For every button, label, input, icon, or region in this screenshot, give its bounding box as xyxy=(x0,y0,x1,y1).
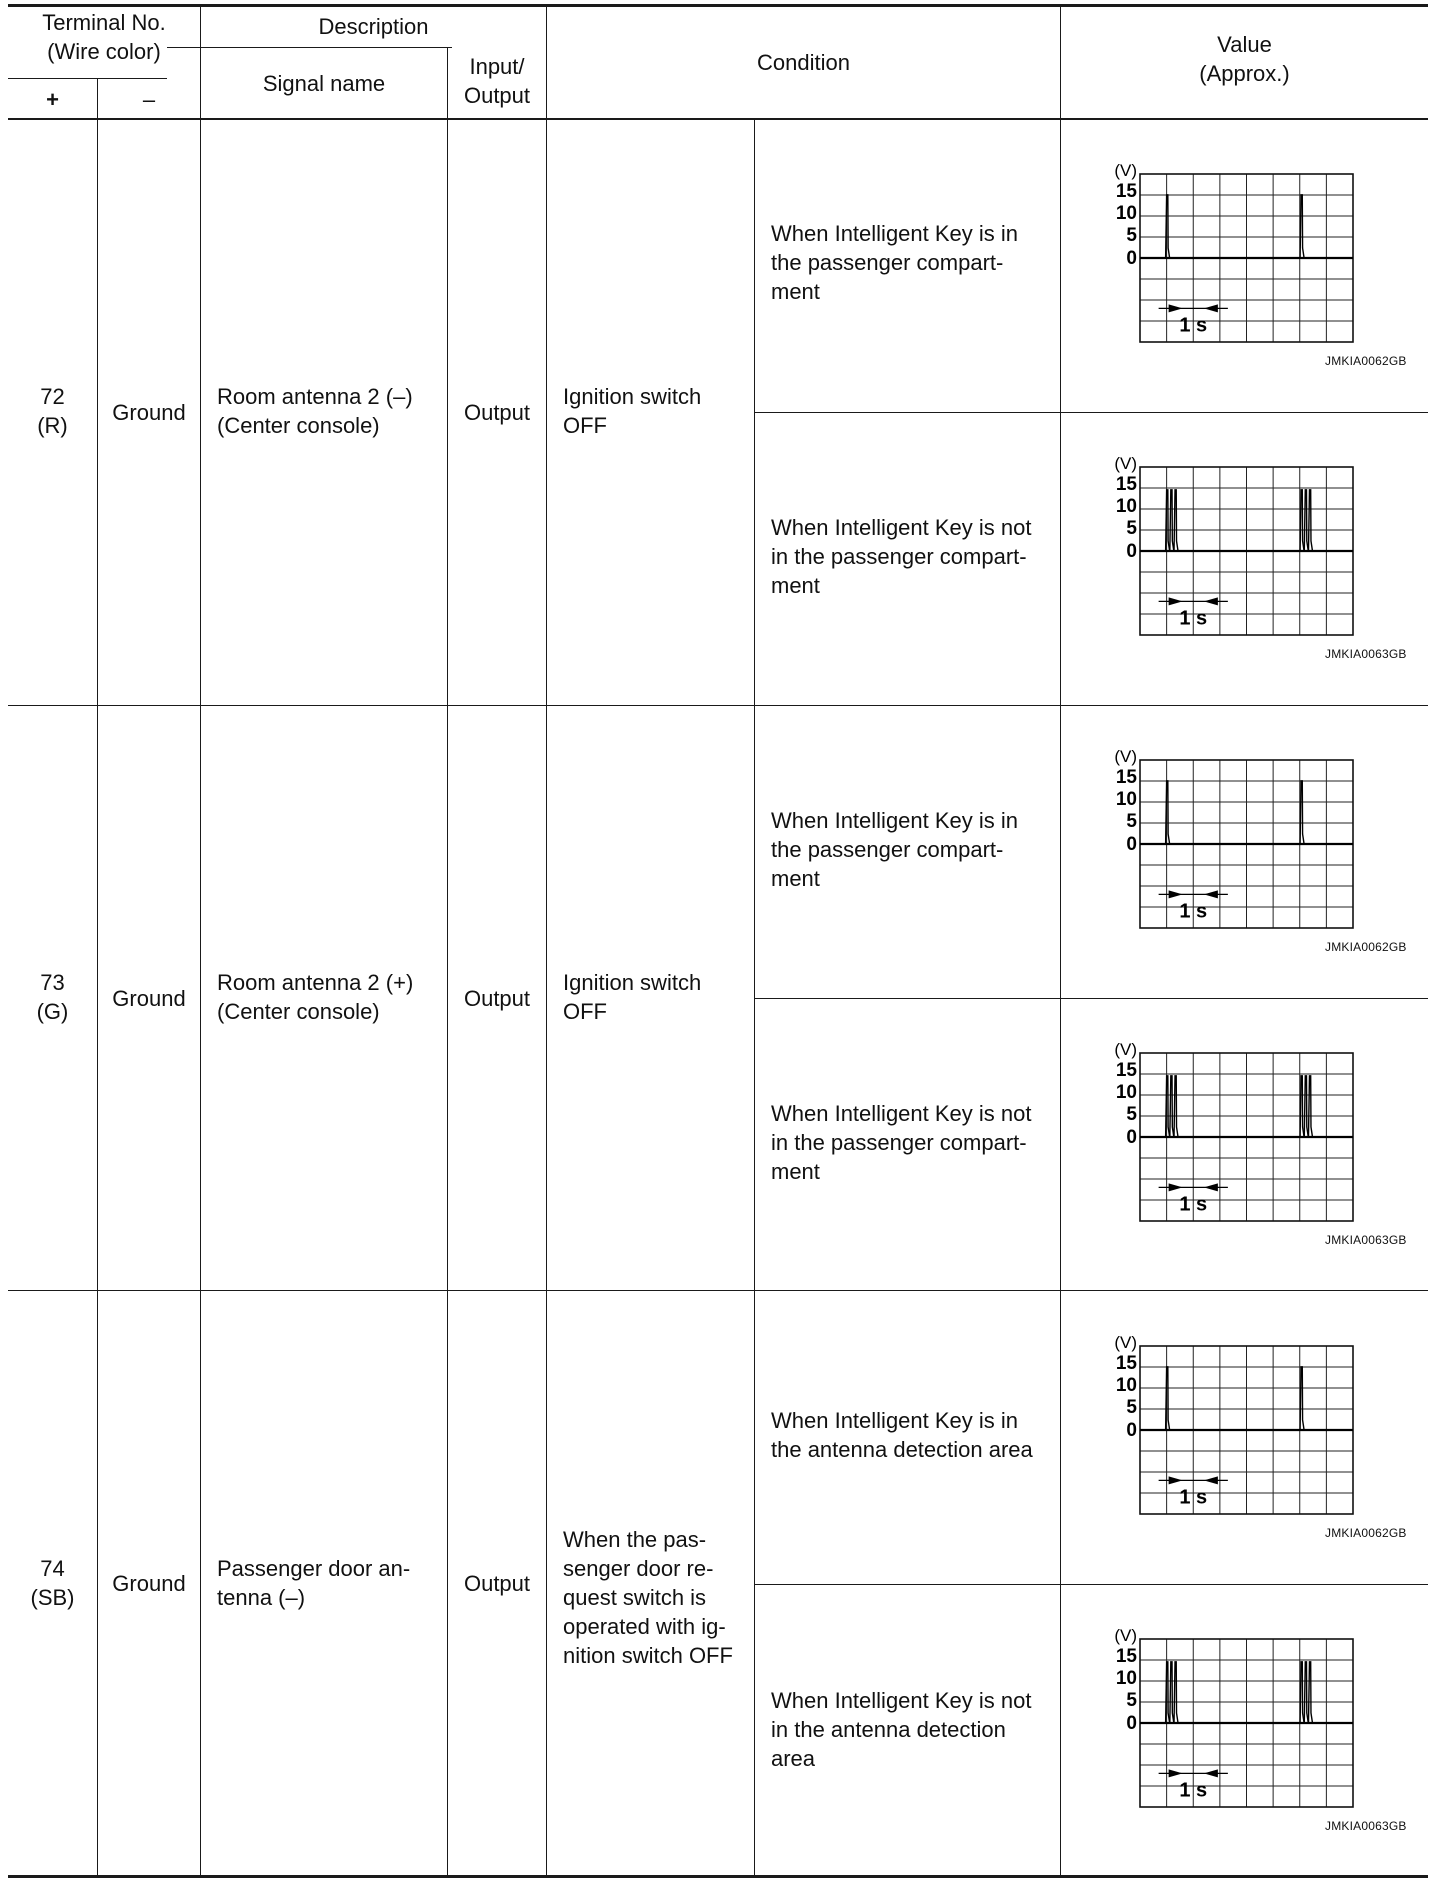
scope-figure-74-2 xyxy=(1100,1625,1420,1833)
scope-pulse xyxy=(1170,490,1174,551)
condition-sub-line: When Intelligent Key is in xyxy=(771,808,1019,833)
header-input-output xyxy=(448,52,546,110)
header-value-text: Value xyxy=(1217,32,1272,57)
condition-sub-line: ment xyxy=(771,573,820,598)
scope-pulse xyxy=(1304,490,1308,551)
time-marker-arrow xyxy=(1204,1769,1218,1777)
row-74-sub-divider xyxy=(754,1584,1428,1585)
scope-y-tick-label: 5 xyxy=(1126,1396,1137,1418)
condition-sub-line: in the passenger compart- xyxy=(771,1130,1027,1155)
terminal-number-74 xyxy=(8,1554,97,1612)
terminal-number-73 xyxy=(8,968,97,1026)
scope-y-tick-label: 5 xyxy=(1126,517,1137,539)
scope-pulse xyxy=(1308,490,1312,551)
header-approx-text: (Approx.) xyxy=(1199,61,1290,86)
col-line-condition-value xyxy=(1060,5,1061,1877)
scope-pulse xyxy=(1174,1076,1178,1137)
signal-name-line: Room antenna 2 (–) xyxy=(217,384,413,409)
io-label: Output xyxy=(463,400,531,425)
condition-sub-line: the passenger compart- xyxy=(771,250,1004,275)
scope-pulse xyxy=(1304,1662,1308,1723)
condition-sub-line: the passenger compart- xyxy=(771,837,1004,862)
time-marker-label: 1 s xyxy=(1179,1486,1208,1509)
time-marker-arrow xyxy=(1169,1476,1183,1484)
header-plus: + xyxy=(46,86,59,112)
figure-id-label: JMKIA0063GB xyxy=(1325,1233,1407,1247)
condition-line: nition switch OFF xyxy=(563,1643,733,1668)
condition-sub-line: When Intelligent Key is in xyxy=(771,221,1019,246)
header-value xyxy=(1061,30,1428,88)
condition-sub-line: ment xyxy=(771,279,820,304)
condition-sub-line: ment xyxy=(771,866,820,891)
time-marker-label: 1 s xyxy=(1179,900,1208,923)
condition-line: OFF xyxy=(563,413,607,438)
figure-id-label: JMKIA0063GB xyxy=(1325,1819,1407,1833)
scope-pulse xyxy=(1174,1662,1178,1723)
header-split-terminal xyxy=(8,78,167,79)
scope-y-tick-label: 15 xyxy=(1115,180,1137,202)
condition-sub-72-2 xyxy=(771,513,1059,600)
ground-label: Ground xyxy=(112,400,186,425)
scope-y-tick-label: 5 xyxy=(1126,1689,1137,1711)
time-marker-label: 1 s xyxy=(1179,1779,1208,1802)
scope-pulse xyxy=(1166,490,1170,551)
time-marker-arrow xyxy=(1204,597,1218,605)
io-label: Output xyxy=(463,1570,531,1596)
terminal-number: 73 xyxy=(40,970,65,995)
wire-color: (SB) xyxy=(30,1585,75,1610)
condition-line: When the pas- xyxy=(563,1527,707,1552)
condition-sub-line: When Intelligent Key is not xyxy=(771,515,1032,540)
row-divider-73-74 xyxy=(8,1290,1428,1291)
time-marker-arrow xyxy=(1169,304,1183,312)
scope-pulse xyxy=(1166,195,1170,258)
header-signal-name: Signal name xyxy=(262,70,386,96)
scope-pulse xyxy=(1300,490,1304,551)
scope-pulse xyxy=(1308,1076,1312,1137)
scope-unit-label: (V) xyxy=(1114,454,1137,473)
condition-line: senger door re- xyxy=(563,1556,714,1581)
condition-sub-74-2 xyxy=(771,1686,1059,1773)
scope-pulse xyxy=(1308,1662,1312,1723)
time-marker-arrow xyxy=(1204,1476,1218,1484)
header-condition: Condition xyxy=(757,49,850,75)
scope-y-tick-label: 10 xyxy=(1115,788,1137,810)
scope-screen xyxy=(1100,746,1420,936)
condition-sub-line: the antenna detection area xyxy=(771,1437,1033,1462)
scope-pulse xyxy=(1300,195,1304,258)
figure-id-label: JMKIA0062GB xyxy=(1325,940,1407,954)
scope-screen xyxy=(1100,1039,1420,1229)
condition-line: Ignition switch xyxy=(563,970,702,995)
scope-y-tick-label: 15 xyxy=(1115,1059,1137,1081)
condition-sub-74-1 xyxy=(771,1406,1059,1464)
condition-sub-line: ment xyxy=(771,1159,820,1184)
scope-screen xyxy=(1100,160,1420,350)
scope-pulse xyxy=(1166,1662,1170,1723)
signal-name-line: tenna (–) xyxy=(217,1585,306,1610)
scope-pulse xyxy=(1300,1662,1304,1723)
condition-sub-line: When Intelligent Key is not xyxy=(771,1688,1032,1713)
signal-name-line: Passenger door an- xyxy=(217,1556,411,1581)
time-marker-arrow xyxy=(1169,1183,1183,1191)
time-marker-arrow xyxy=(1204,1183,1218,1191)
figure-id-label: JMKIA0062GB xyxy=(1325,1526,1407,1540)
scope-y-tick-label: 10 xyxy=(1115,495,1137,517)
time-marker-label: 1 s xyxy=(1179,314,1208,337)
scope-unit-label: (V) xyxy=(1114,161,1137,180)
scope-pulse xyxy=(1166,1367,1170,1430)
scope-y-tick-label: 0 xyxy=(1126,248,1137,269)
figure-id-label: JMKIA0063GB xyxy=(1325,647,1407,661)
scope-screen xyxy=(1100,1332,1420,1522)
scope-y-tick-label: 0 xyxy=(1126,1713,1137,1734)
scope-pulse xyxy=(1170,1662,1174,1723)
scope-y-tick-label: 0 xyxy=(1126,1127,1137,1148)
condition-main-73 xyxy=(563,968,753,1026)
scope-y-tick-label: 5 xyxy=(1126,224,1137,246)
scope-pulse xyxy=(1174,490,1178,551)
scope-pulse xyxy=(1300,1367,1304,1430)
scope-pulse xyxy=(1300,1076,1304,1137)
time-marker-label: 1 s xyxy=(1179,1193,1208,1216)
header-input-text: Input/ xyxy=(469,54,525,79)
scope-pulse xyxy=(1166,781,1170,844)
scope-figure-72-2 xyxy=(1100,453,1420,661)
ground-label: Ground xyxy=(112,985,186,1011)
header-output-text: Output xyxy=(463,83,531,108)
condition-line: OFF xyxy=(563,999,607,1024)
scope-y-tick-label: 5 xyxy=(1126,810,1137,832)
signal-name-line: (Center console) xyxy=(217,413,380,438)
condition-sub-73-2 xyxy=(771,1099,1059,1186)
signal-name-72 xyxy=(217,382,445,440)
scope-y-tick-label: 10 xyxy=(1115,1667,1137,1689)
wire-color: (G) xyxy=(36,999,69,1024)
scope-unit-label: (V) xyxy=(1114,747,1137,766)
terminal-number-72 xyxy=(8,382,97,440)
scope-y-tick-label: 5 xyxy=(1126,1103,1137,1125)
time-marker-arrow xyxy=(1204,890,1218,898)
header-bottom-border xyxy=(8,118,1428,120)
signal-name-73 xyxy=(217,968,445,1026)
condition-sub-line: area xyxy=(771,1746,816,1771)
scope-figure-73-1 xyxy=(1100,746,1420,954)
header-terminal-no xyxy=(8,8,200,66)
ground-label: Ground xyxy=(112,1570,186,1596)
scope-figure-73-2 xyxy=(1100,1039,1420,1247)
row-73-sub-divider xyxy=(754,998,1428,999)
header-minus: – xyxy=(142,86,156,112)
condition-line: quest switch is xyxy=(563,1585,707,1610)
scope-y-tick-label: 0 xyxy=(1126,541,1137,562)
scope-y-tick-label: 0 xyxy=(1126,1420,1137,1441)
time-marker-arrow xyxy=(1204,304,1218,312)
scope-screen xyxy=(1100,1625,1420,1815)
scope-y-tick-label: 10 xyxy=(1115,1374,1137,1396)
condition-line: Ignition switch xyxy=(563,384,702,409)
time-marker-arrow xyxy=(1169,1769,1183,1777)
scope-y-tick-label: 10 xyxy=(1115,1081,1137,1103)
scope-pulse xyxy=(1170,1076,1174,1137)
signal-name-74 xyxy=(217,1554,445,1612)
row-divider-72-73 xyxy=(8,705,1428,706)
table-bottom-border xyxy=(8,1875,1428,1878)
scope-pulse xyxy=(1166,1076,1170,1137)
signal-name-line: (Center console) xyxy=(217,999,380,1024)
condition-sub-line: in the passenger compart- xyxy=(771,544,1027,569)
time-marker-arrow xyxy=(1169,597,1183,605)
condition-sub-line: When Intelligent Key is not xyxy=(771,1101,1032,1126)
terminal-number: 72 xyxy=(40,384,65,409)
time-marker-arrow xyxy=(1169,890,1183,898)
condition-main-74 xyxy=(563,1525,753,1670)
header-description: Description xyxy=(318,14,429,39)
scope-y-tick-label: 15 xyxy=(1115,1645,1137,1667)
scope-y-tick-label: 10 xyxy=(1115,202,1137,224)
scope-y-tick-label: 15 xyxy=(1115,766,1137,788)
wire-color: (R) xyxy=(37,413,68,438)
condition-sub-73-1 xyxy=(771,806,1059,893)
col-line-condition-sub xyxy=(754,119,755,1877)
scope-y-tick-label: 0 xyxy=(1126,834,1137,855)
condition-main-72 xyxy=(563,382,753,440)
condition-sub-72-1 xyxy=(771,219,1059,306)
condition-sub-line: in the antenna detection xyxy=(771,1717,1006,1742)
scope-screen xyxy=(1100,453,1420,643)
condition-sub-line: When Intelligent Key is in xyxy=(771,1408,1019,1433)
scope-unit-label: (V) xyxy=(1114,1040,1137,1059)
condition-line: operated with ig- xyxy=(563,1614,726,1639)
row-72-sub-divider xyxy=(754,412,1428,413)
scope-pulse xyxy=(1300,781,1304,844)
scope-unit-label: (V) xyxy=(1114,1626,1137,1645)
scope-figure-72-1 xyxy=(1100,160,1420,368)
scope-pulse xyxy=(1304,1076,1308,1137)
header-terminal-no-text: Terminal No. xyxy=(42,10,166,35)
scope-y-tick-label: 15 xyxy=(1115,473,1137,495)
header-wire-color-text: (Wire color) xyxy=(47,39,161,64)
figure-id-label: JMKIA0062GB xyxy=(1325,354,1407,368)
scope-unit-label: (V) xyxy=(1114,1333,1137,1352)
io-label: Output xyxy=(463,985,531,1011)
col-line-description-condition xyxy=(546,5,547,1877)
signal-name-line: Room antenna 2 (+) xyxy=(217,970,414,995)
terminal-number: 74 xyxy=(40,1556,65,1581)
scope-y-tick-label: 15 xyxy=(1115,1352,1137,1374)
col-line-terminal-description xyxy=(200,5,201,1877)
time-marker-label: 1 s xyxy=(1179,607,1208,630)
scope-figure-74-1 xyxy=(1100,1332,1420,1540)
